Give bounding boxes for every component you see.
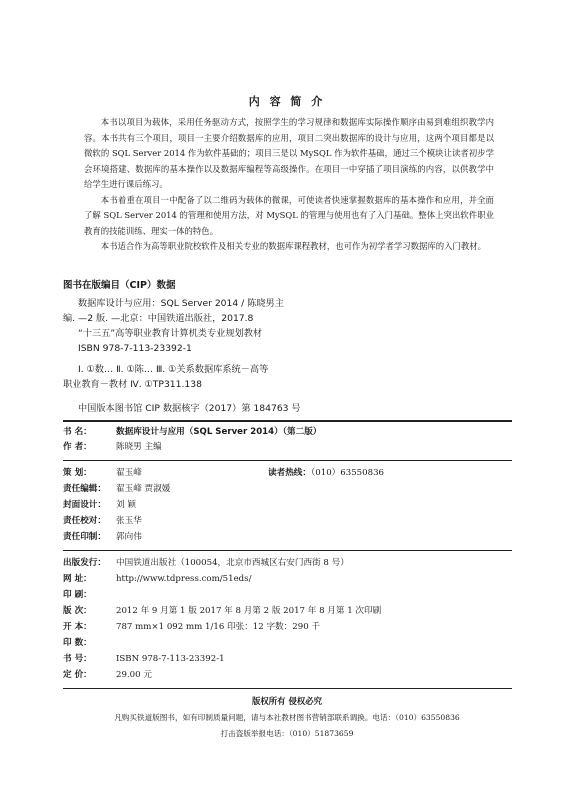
summary-title: 内 容 简 介 — [248, 95, 326, 108]
value: 刘 颖 — [116, 500, 136, 510]
label: 印 刷： — [63, 590, 92, 600]
cip-classification — [63, 362, 268, 392]
label: 定 价： — [63, 670, 92, 680]
book-title: 数据库设计与应用（SQL Server 2014）（第二版） — [116, 427, 322, 437]
divider — [63, 420, 512, 422]
book-author: 陈晓男 主编 — [116, 442, 162, 452]
label: 封面设计： — [63, 500, 106, 510]
label: 印 数： — [63, 638, 92, 648]
staff-row — [63, 483, 170, 496]
value: 郭向伟 — [116, 532, 142, 542]
cip-block — [63, 296, 284, 356]
label: 版 次： — [63, 606, 92, 616]
label: 作 者： — [63, 442, 92, 452]
cip-class-line-1: Ⅰ. ①数… Ⅱ. ①陈… Ⅲ. ①关系数据库系统－高等 — [78, 364, 269, 375]
hotline-label: 读者热线： — [268, 468, 311, 478]
hotline-value: （010）63550836 — [310, 468, 385, 478]
summary-paragraph-1: 本书以项目为载体，采用任务驱动方式，按照学生的学习规律和数据库实际操作顺序由易到难组织教学内容。本书共有三个项目，项目一主要介绍数据库的应用，项目二突出数据库的设计与应用，这两个项目都是以微软的 SQL Server 2014 作为软件基础的；项目三是以 MySQL 作为软件基础，通过三个模块让读者初步学会环境搭建、数据库的基本操作以及数据库编程等高级操作。在项目一中穿插了项目演练的内容，以供教学中给学生进行课后练习。 — [84, 117, 494, 189]
publish-row — [63, 669, 152, 682]
divider — [63, 460, 512, 461]
divider — [63, 688, 512, 689]
label: 书 名： — [63, 427, 92, 437]
cip-record-text: 中国版本图书馆 CIP 数据核字（2017）第 184763 号 — [78, 403, 301, 414]
label: 责任编辑： — [63, 484, 106, 494]
summary-paragraph-2: 本书着重在项目一中配备了以二维码为载体的微课，可使读者快速掌握数据库的基本操作和应用，并全面了解 SQL Server 2014 的管理和使用方法，对 MySQL 的管理与使用也有了入门基础。整体上突出软件职业教育的技能训练、理实一体的特色。 — [84, 194, 494, 236]
publish-row — [63, 653, 225, 666]
publish-row — [63, 573, 251, 586]
copyright-notice: 版权所有 侵权必究 — [252, 696, 322, 706]
value: 翟玉峰 — [116, 468, 142, 478]
value: http://www.tdpress.com/51eds/ — [116, 574, 252, 584]
staff-row — [63, 515, 142, 528]
cip-line-4: ISBN 978-7-113-23392-1 — [78, 343, 192, 354]
cip-heading: 图书在版编目（CIP）数据 — [63, 280, 176, 291]
value: 翟玉峰 贾淑媛 — [116, 484, 171, 494]
summary-paragraph-3: 本书适合作为高等职业院校软件及相关专业的数据库课程教材，也可作为初学者学习数据库的入门教材。 — [100, 241, 487, 251]
publish-row — [63, 605, 381, 618]
replacement-notice: 凡购买铁道版图书，如有印制质量问题，请与本社教材图书营销部联系调换。电话：（010）63550836 — [114, 713, 460, 722]
book-author-row — [63, 441, 162, 454]
publish-row — [63, 557, 349, 570]
value: 2012 年 9 月第 1 版 2017 年 8 月第 2 版 2017 年 8 月第 1 次印刷 — [116, 606, 382, 616]
cip-record — [63, 401, 301, 416]
piracy-hotline: 打击盗版举报电话：（010）51873659 — [220, 729, 354, 738]
divider — [63, 550, 512, 551]
label: 策 划： — [63, 468, 92, 478]
value: ISBN 978-7-113-23392-1 — [116, 654, 225, 664]
publish-row — [63, 621, 320, 634]
summary-body — [84, 115, 494, 255]
label: 开 本： — [63, 622, 92, 632]
book-title-row — [63, 426, 321, 439]
value: 787 mm×1 092 mm 1/16 印张：12 字数：290 千 — [116, 622, 320, 632]
label: 出版发行： — [63, 558, 106, 568]
label: 网 址： — [63, 574, 92, 584]
staff-row — [63, 531, 142, 544]
cip-line-2: 编. —2 版. —北京：中国铁道出版社，2017.8 — [63, 313, 254, 324]
cip-class-line-2: 职业教育－教材 Ⅳ. ①TP311.138 — [63, 379, 202, 390]
value: 张玉华 — [116, 516, 142, 526]
cip-line-1: 数据库设计与应用：SQL Server 2014 / 陈晓男主 — [78, 298, 284, 309]
publish-row — [63, 637, 116, 650]
cip-line-3: “十三五”高等职业教育计算机类专业规划教材 — [78, 328, 263, 339]
label: 书 号： — [63, 654, 92, 664]
publish-row — [63, 589, 116, 602]
hotline-row — [268, 467, 384, 480]
staff-row — [63, 467, 142, 480]
value: 中国铁道出版社（100054，北京市西城区右安门西街 8 号） — [116, 558, 349, 568]
label: 责任校对： — [63, 516, 106, 526]
label: 责任印制： — [63, 532, 106, 542]
value: 29.00 元 — [116, 670, 152, 680]
staff-row — [63, 499, 136, 512]
